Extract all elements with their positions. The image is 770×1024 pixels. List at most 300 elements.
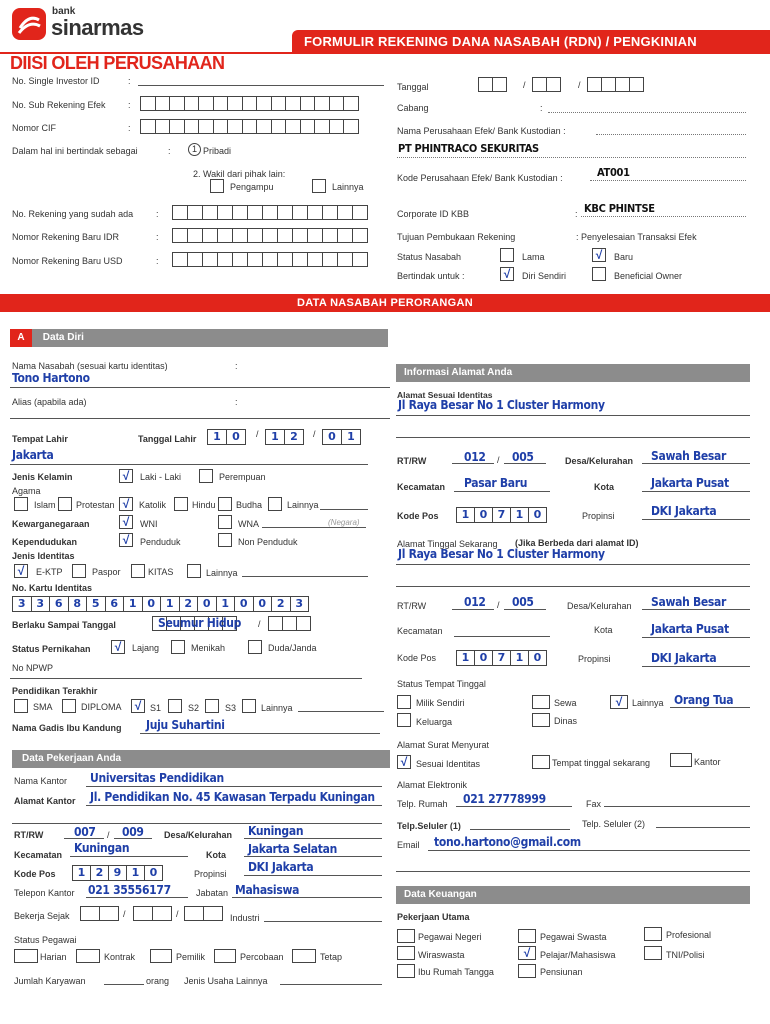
rw2-value[interactable]: 005 bbox=[512, 595, 534, 609]
kel-kantor-value[interactable]: Kuningan bbox=[248, 824, 304, 838]
tinggal-value[interactable]: Jl Raya Besar No 1 Cluster Harmony bbox=[398, 547, 605, 561]
s1-checkbox[interactable]: √ bbox=[131, 699, 145, 713]
dinas-label: Dinas bbox=[554, 716, 578, 726]
rt-kantor-value[interactable]: 007 bbox=[74, 825, 96, 839]
digit-box[interactable]: 0 bbox=[528, 650, 547, 666]
percobaan-label: Percobaan bbox=[240, 952, 284, 962]
ektp-checkbox[interactable]: √ bbox=[14, 564, 28, 578]
digit-box[interactable] bbox=[352, 252, 368, 267]
no-kartu-boxes[interactable] bbox=[12, 596, 308, 612]
tgl-lahir-mm[interactable] bbox=[265, 429, 303, 445]
seluler1-line[interactable] bbox=[470, 829, 570, 830]
jk-label: Jenis Kelamin bbox=[12, 472, 73, 482]
prov-label: Propinsi bbox=[582, 511, 615, 521]
cif-boxes[interactable] bbox=[140, 119, 358, 134]
subrek-label: No. Sub Rekening Efek bbox=[12, 100, 106, 110]
prov2-line bbox=[642, 666, 750, 667]
sesuai-line bbox=[396, 415, 750, 416]
dinas-checkbox[interactable] bbox=[532, 713, 550, 727]
rt-line bbox=[452, 463, 494, 464]
seluler2-line[interactable] bbox=[656, 827, 750, 828]
orang-label: orang bbox=[146, 976, 170, 986]
email-value[interactable]: tono.hartono@gmail.com bbox=[434, 835, 581, 849]
digit-box[interactable] bbox=[256, 96, 272, 111]
wakil-label: 2. Wakil dari pihak lain: bbox=[193, 169, 286, 179]
wna-checkbox[interactable] bbox=[218, 515, 232, 529]
wni-checkbox[interactable]: √ bbox=[119, 515, 133, 529]
digit-box[interactable] bbox=[242, 119, 258, 134]
email-line-2 bbox=[396, 871, 750, 872]
kbb-field bbox=[581, 216, 746, 217]
katolik-checkbox[interactable]: √ bbox=[119, 497, 133, 511]
rw-kantor-value[interactable]: 009 bbox=[122, 825, 144, 839]
digit-box[interactable] bbox=[217, 228, 233, 243]
kantor-value[interactable]: Universitas Pendidikan bbox=[90, 771, 224, 785]
kbb-value[interactable]: KBC PHINTSE bbox=[584, 202, 655, 215]
digit-box[interactable]: 1 bbox=[510, 650, 529, 666]
status-tinggal-label: Status Tempat Tinggal bbox=[397, 679, 486, 689]
digit-box[interactable] bbox=[343, 119, 359, 134]
digit-box[interactable] bbox=[232, 228, 248, 243]
section-title: DATA NASABAH PERORANGAN bbox=[0, 294, 770, 312]
tgl-lahir-yy[interactable] bbox=[322, 429, 360, 445]
digit-box[interactable] bbox=[198, 119, 214, 134]
tgl-lahir-dd[interactable] bbox=[207, 429, 245, 445]
kantor-label: Nama Kantor bbox=[14, 776, 68, 786]
diri-sendiri-checkbox[interactable]: √ bbox=[500, 267, 514, 281]
tanggal-yy[interactable] bbox=[587, 77, 643, 92]
pelajar-label: Pelajar/Mahasiswa bbox=[540, 950, 616, 960]
rt2-value[interactable]: 012 bbox=[464, 595, 486, 609]
kec2-line[interactable] bbox=[454, 636, 550, 637]
sesuai-id-checkbox[interactable]: √ bbox=[397, 755, 411, 769]
digit-box[interactable]: 1 bbox=[123, 596, 143, 612]
milik-checkbox[interactable] bbox=[397, 695, 411, 709]
colon: : bbox=[168, 146, 171, 156]
pensiunan-checkbox[interactable] bbox=[518, 964, 536, 978]
digit-box[interactable] bbox=[271, 96, 287, 111]
digit-box[interactable] bbox=[262, 252, 278, 267]
digit-box[interactable]: 1 bbox=[341, 429, 361, 445]
tanggal-mm[interactable] bbox=[532, 77, 560, 92]
pegawai-negeri-checkbox[interactable] bbox=[397, 929, 415, 943]
alamat-kantor-value[interactable]: Jl. Pendidikan No. 45 Kawasan Terpadu Kuningan bbox=[90, 790, 375, 804]
tempat-lahir-line bbox=[10, 464, 368, 465]
digit-box[interactable] bbox=[184, 119, 200, 134]
usaha-line[interactable] bbox=[280, 984, 382, 985]
jabatan-line bbox=[232, 897, 382, 898]
kantor-surat-label: Kantor bbox=[694, 757, 721, 767]
digit-box[interactable]: 1 bbox=[510, 507, 529, 523]
harian-checkbox[interactable] bbox=[14, 949, 38, 963]
sma-checkbox[interactable] bbox=[14, 699, 28, 713]
digit-box[interactable] bbox=[337, 252, 353, 267]
digit-box[interactable] bbox=[213, 119, 229, 134]
digit-box[interactable] bbox=[307, 205, 323, 220]
digit-box[interactable]: 5 bbox=[86, 596, 106, 612]
diploma-label: DIPLOMA bbox=[81, 702, 122, 712]
subtitle: DIISI OLEH PERUSAHAAN bbox=[10, 53, 225, 73]
digit-box[interactable]: 6 bbox=[49, 596, 69, 612]
digit-box[interactable] bbox=[292, 228, 308, 243]
kontrak-checkbox[interactable] bbox=[76, 949, 100, 963]
digit-box[interactable] bbox=[213, 96, 229, 111]
pemilik-label: Pemilik bbox=[176, 952, 206, 962]
colon: : bbox=[540, 103, 543, 113]
lainnya-id-label: Lainnya bbox=[206, 568, 238, 578]
digit-box[interactable] bbox=[277, 252, 293, 267]
kependudukan-label: Kependudukan bbox=[12, 537, 78, 547]
digit-box[interactable]: 0 bbox=[144, 865, 163, 881]
digit-box[interactable] bbox=[202, 205, 218, 220]
pekerjaan-header bbox=[12, 750, 390, 768]
kodepos2-boxes[interactable] bbox=[456, 650, 546, 666]
lajang-checkbox[interactable]: √ bbox=[111, 640, 125, 654]
digit-box[interactable] bbox=[169, 96, 185, 111]
digit-box[interactable] bbox=[329, 119, 345, 134]
sejak-dd[interactable] bbox=[184, 906, 222, 921]
subrek-boxes[interactable] bbox=[140, 96, 358, 111]
usd-boxes[interactable] bbox=[172, 252, 367, 267]
kec-value[interactable]: Pasar Baru bbox=[464, 476, 528, 490]
digit-box[interactable] bbox=[172, 252, 188, 267]
prov-kantor-value[interactable]: DKI Jakarta bbox=[248, 860, 314, 874]
digit-box[interactable]: 2 bbox=[284, 429, 304, 445]
digit-box[interactable] bbox=[232, 205, 248, 220]
lainnya-tinggal-checkbox[interactable]: √ bbox=[610, 695, 628, 709]
kodepos-boxes[interactable] bbox=[456, 507, 546, 523]
rtrw2-label: RT/RW bbox=[397, 601, 427, 611]
digit-box[interactable] bbox=[242, 96, 258, 111]
digit-box[interactable]: 1 bbox=[207, 429, 227, 445]
seluler2-label: Telp. Seluler (2) bbox=[582, 819, 646, 829]
tetap-checkbox[interactable] bbox=[292, 949, 316, 963]
fax-line[interactable] bbox=[604, 806, 750, 807]
kota-label: Kota bbox=[594, 482, 614, 492]
negara-label: (Negara) bbox=[328, 518, 360, 527]
digit-box[interactable]: 2 bbox=[179, 596, 199, 612]
prov2-value[interactable]: DKI Jakarta bbox=[651, 651, 717, 665]
lama-checkbox[interactable] bbox=[500, 248, 514, 262]
digit-box[interactable] bbox=[202, 252, 218, 267]
surat-label: Alamat Surat Menyurat bbox=[397, 740, 490, 750]
lainnya-tinggal-line bbox=[670, 707, 750, 708]
kota-kantor-label: Kota bbox=[206, 850, 226, 860]
digit-box[interactable] bbox=[187, 228, 203, 243]
tempat-lahir-label: Tempat Lahir bbox=[12, 434, 68, 444]
digit-box[interactable] bbox=[352, 228, 368, 243]
digit-box[interactable] bbox=[187, 205, 203, 220]
tinggal-line bbox=[396, 564, 750, 565]
ibu-value[interactable]: Juju Suhartini bbox=[146, 718, 225, 732]
digit-box[interactable]: 7 bbox=[492, 650, 511, 666]
non-penduduk-checkbox[interactable] bbox=[218, 533, 232, 547]
digit-box[interactable] bbox=[343, 96, 359, 111]
kel-value[interactable]: Sawah Besar bbox=[651, 449, 727, 463]
budha-checkbox[interactable] bbox=[218, 497, 232, 511]
kec-kantor-label: Kecamatan bbox=[14, 850, 63, 860]
berlaku-year-boxes[interactable] bbox=[268, 616, 310, 631]
digit-box[interactable]: 1 bbox=[126, 865, 145, 881]
logo-top-text: bank bbox=[52, 6, 76, 17]
slash: / bbox=[176, 909, 179, 919]
digit-box[interactable]: 3 bbox=[12, 596, 32, 612]
jumlah-line[interactable] bbox=[104, 984, 144, 985]
agama-label: Agama bbox=[12, 486, 41, 496]
digit-box[interactable] bbox=[307, 228, 323, 243]
digit-box[interactable] bbox=[292, 205, 308, 220]
tanggal-dd[interactable] bbox=[478, 77, 506, 92]
digit-box[interactable] bbox=[247, 252, 263, 267]
rw-value[interactable]: 005 bbox=[512, 450, 534, 464]
lainnya-id-line[interactable] bbox=[242, 576, 368, 577]
cabang-field[interactable] bbox=[548, 112, 746, 113]
rt-value[interactable]: 012 bbox=[464, 450, 486, 464]
digit-box[interactable]: 0 bbox=[528, 507, 547, 523]
digit-box[interactable] bbox=[155, 96, 171, 111]
digit-box[interactable]: 6 bbox=[105, 596, 125, 612]
baru-checkbox[interactable]: √ bbox=[592, 248, 606, 262]
non-penduduk-label: Non Penduduk bbox=[238, 537, 298, 547]
digit-box[interactable] bbox=[337, 205, 353, 220]
kodepos-label: Kode Pos bbox=[397, 511, 439, 521]
digit-box[interactable]: 1 bbox=[72, 865, 91, 881]
digit-box[interactable]: 0 bbox=[142, 596, 162, 612]
sma-label: SMA bbox=[33, 702, 53, 712]
s3-checkbox[interactable] bbox=[205, 699, 219, 713]
slash: / bbox=[313, 429, 316, 439]
percobaan-checkbox[interactable] bbox=[214, 949, 236, 963]
digit-box[interactable] bbox=[285, 96, 301, 111]
digit-box[interactable] bbox=[329, 96, 345, 111]
pengampu-checkbox[interactable] bbox=[210, 179, 224, 193]
jabatan-value[interactable]: Mahasiswa bbox=[235, 883, 300, 897]
rw-kantor-line bbox=[114, 838, 152, 839]
nama-line bbox=[10, 387, 390, 388]
digit-box[interactable] bbox=[227, 119, 243, 134]
berlaku-label: Berlaku Sampai Tanggal bbox=[12, 620, 116, 630]
telp-kantor-value[interactable]: 021 35556177 bbox=[88, 883, 171, 897]
kel2-line bbox=[642, 609, 750, 610]
digit-box[interactable]: 0 bbox=[474, 650, 493, 666]
tempat-lahir-value[interactable]: Jakarta bbox=[12, 448, 54, 462]
wiraswasta-checkbox[interactable] bbox=[397, 946, 415, 960]
digit-box[interactable] bbox=[262, 228, 278, 243]
digit-box[interactable]: 0 bbox=[197, 596, 217, 612]
slash: / bbox=[497, 600, 500, 610]
duda-checkbox[interactable] bbox=[248, 640, 262, 654]
negara-line[interactable] bbox=[262, 527, 366, 528]
hindu-checkbox[interactable] bbox=[174, 497, 188, 511]
agama-lainnya-line[interactable] bbox=[320, 509, 368, 510]
digit-box[interactable]: 0 bbox=[226, 429, 246, 445]
telp-rumah-value[interactable]: 021 27778999 bbox=[463, 792, 546, 806]
islam-checkbox[interactable] bbox=[14, 497, 28, 511]
digit-box[interactable]: 2 bbox=[90, 865, 109, 881]
digit-box[interactable] bbox=[172, 228, 188, 243]
digit-box[interactable]: 1 bbox=[160, 596, 180, 612]
digit-box[interactable] bbox=[227, 96, 243, 111]
digit-box[interactable] bbox=[256, 119, 272, 134]
lainnya-pend-line[interactable] bbox=[298, 711, 384, 712]
digit-box[interactable]: 2 bbox=[271, 596, 291, 612]
kodepos-kantor-boxes[interactable] bbox=[72, 865, 162, 881]
telp-rumah-line bbox=[456, 806, 572, 807]
sejak-mm[interactable] bbox=[80, 906, 118, 921]
kel-kantor-line bbox=[244, 838, 382, 839]
digit-box[interactable] bbox=[217, 252, 233, 267]
digit-box[interactable] bbox=[140, 119, 156, 134]
kota2-value[interactable]: Jakarta Pusat bbox=[651, 622, 729, 636]
digit-box[interactable] bbox=[198, 96, 214, 111]
kota-kantor-line bbox=[244, 856, 382, 857]
kantor-surat-checkbox[interactable] bbox=[670, 753, 692, 767]
pengampu-label: Pengampu bbox=[230, 182, 274, 192]
laki-checkbox[interactable]: √ bbox=[119, 469, 133, 483]
pegawai-swasta-checkbox[interactable] bbox=[518, 929, 536, 943]
beneficial-checkbox[interactable] bbox=[592, 267, 606, 281]
penduduk-checkbox[interactable]: √ bbox=[119, 533, 133, 547]
keluarga-checkbox[interactable] bbox=[397, 713, 411, 727]
digit-box[interactable] bbox=[247, 228, 263, 243]
digit-box[interactable] bbox=[277, 205, 293, 220]
sejak-yy[interactable] bbox=[133, 906, 171, 921]
digit-box[interactable] bbox=[140, 96, 156, 111]
digit-box[interactable]: 1 bbox=[265, 429, 285, 445]
digit-box[interactable] bbox=[352, 205, 368, 220]
pribadi-radio[interactable]: 1 bbox=[188, 143, 201, 156]
tempat-skr-checkbox[interactable] bbox=[532, 755, 550, 769]
irt-checkbox[interactable] bbox=[397, 964, 415, 978]
industri-line[interactable] bbox=[264, 921, 382, 922]
colon: : bbox=[235, 397, 238, 407]
colon: : bbox=[235, 361, 238, 371]
npwp-line[interactable] bbox=[10, 678, 362, 679]
ektp-label: E-KTP bbox=[36, 567, 63, 577]
industri-label: Industri bbox=[230, 913, 260, 923]
digit-box[interactable]: 3 bbox=[290, 596, 310, 612]
nama-pe-value[interactable]: PT PHINTRACO SEKURITAS bbox=[398, 142, 539, 155]
norek-boxes[interactable] bbox=[172, 205, 367, 220]
digit-box[interactable] bbox=[292, 252, 308, 267]
protestan-label: Protestan bbox=[76, 500, 115, 510]
profesional-label: Profesional bbox=[666, 930, 712, 940]
digit-box[interactable] bbox=[184, 96, 200, 111]
kota-value[interactable]: Jakarta Pusat bbox=[651, 476, 729, 490]
lainnya-agama-checkbox[interactable] bbox=[268, 497, 282, 511]
sejak-label: Bekerja Sejak bbox=[14, 911, 70, 921]
digit-box[interactable]: 3 bbox=[31, 596, 51, 612]
digit-box[interactable] bbox=[285, 119, 301, 134]
digit-box[interactable]: 8 bbox=[68, 596, 88, 612]
berlaku-value[interactable]: Seumur Hidup bbox=[158, 616, 242, 630]
digit-box[interactable] bbox=[300, 96, 316, 111]
s2-checkbox[interactable] bbox=[168, 699, 182, 713]
digit-box[interactable] bbox=[217, 205, 233, 220]
digit-box[interactable]: 0 bbox=[253, 596, 273, 612]
digit-box[interactable]: 7 bbox=[492, 507, 511, 523]
digit-box[interactable] bbox=[155, 119, 171, 134]
tni-checkbox[interactable] bbox=[644, 946, 662, 960]
digit-box[interactable]: 1 bbox=[216, 596, 236, 612]
digit-box[interactable] bbox=[322, 228, 338, 243]
kec-kantor-value[interactable]: Kuningan bbox=[74, 841, 130, 855]
idr-boxes[interactable] bbox=[172, 228, 367, 243]
digit-box[interactable] bbox=[187, 252, 203, 267]
digit-box[interactable] bbox=[169, 119, 185, 134]
s2-label: S2 bbox=[188, 703, 200, 713]
kode-pe-value[interactable]: AT001 bbox=[597, 166, 630, 179]
rtrw-kantor-label: RT/RW bbox=[14, 830, 44, 840]
digit-box[interactable] bbox=[300, 119, 316, 134]
kota-kantor-value[interactable]: Jakarta Selatan bbox=[248, 842, 337, 856]
digit-box[interactable]: 1 bbox=[456, 650, 475, 666]
lainnya-tinggal-value[interactable]: Orang Tua bbox=[674, 693, 734, 707]
lainnya-agama-label: Lainnya bbox=[287, 500, 319, 510]
digit-box[interactable] bbox=[271, 119, 287, 134]
norek-label: No. Rekening yang sudah ada bbox=[12, 209, 134, 219]
kitas-checkbox[interactable] bbox=[131, 564, 145, 578]
prov-value[interactable]: DKI Jakarta bbox=[651, 504, 717, 518]
digit-box[interactable] bbox=[247, 205, 263, 220]
digit-box[interactable] bbox=[314, 119, 330, 134]
digit-box[interactable] bbox=[202, 228, 218, 243]
alias-line[interactable] bbox=[10, 418, 390, 419]
digit-box[interactable] bbox=[172, 205, 188, 220]
digit-box[interactable] bbox=[262, 205, 278, 220]
profesional-checkbox[interactable] bbox=[644, 927, 662, 941]
paspor-checkbox[interactable] bbox=[72, 564, 86, 578]
tujuan-label: Tujuan Pembukaan Rekening bbox=[397, 232, 516, 242]
sewa-checkbox[interactable] bbox=[532, 695, 550, 709]
digit-box[interactable] bbox=[307, 252, 323, 267]
slash: / bbox=[123, 909, 126, 919]
digit-box[interactable]: 0 bbox=[322, 429, 342, 445]
digit-box[interactable] bbox=[322, 252, 338, 267]
digit-box[interactable] bbox=[322, 205, 338, 220]
digit-box[interactable]: 1 bbox=[456, 507, 475, 523]
ibu-line bbox=[140, 733, 380, 734]
penduduk-label: Penduduk bbox=[140, 537, 181, 547]
kel2-value[interactable]: Sawah Besar bbox=[651, 595, 727, 609]
digit-box[interactable] bbox=[337, 228, 353, 243]
digit-box[interactable]: 0 bbox=[474, 507, 493, 523]
pemilik-checkbox[interactable] bbox=[150, 949, 172, 963]
digit-box[interactable]: 0 bbox=[234, 596, 254, 612]
lainnya-id-checkbox[interactable] bbox=[187, 564, 201, 578]
lainnya-checkbox[interactable] bbox=[312, 179, 326, 193]
perempuan-checkbox[interactable] bbox=[199, 469, 213, 483]
sesuai-value[interactable]: Jl Raya Besar No 1 Cluster Harmony bbox=[398, 398, 605, 412]
digit-box[interactable]: 9 bbox=[108, 865, 127, 881]
nama-value[interactable]: Tono Hartono bbox=[12, 371, 90, 385]
menikah-checkbox[interactable] bbox=[171, 640, 185, 654]
harian-label: Harian bbox=[40, 952, 67, 962]
sid-field[interactable] bbox=[138, 85, 384, 86]
kel-kantor-label: Desa/Kelurahan bbox=[164, 830, 233, 840]
status-pegawai-label: Status Pegawai bbox=[14, 935, 77, 945]
digit-box[interactable] bbox=[277, 228, 293, 243]
rt2-line bbox=[452, 609, 494, 610]
diploma-checkbox[interactable] bbox=[62, 699, 76, 713]
pribadi-label: Pribadi bbox=[203, 146, 232, 156]
protestan-checkbox[interactable] bbox=[58, 497, 72, 511]
digit-box[interactable] bbox=[314, 96, 330, 111]
cabang-label: Cabang bbox=[397, 103, 429, 113]
pelajar-checkbox[interactable]: √ bbox=[518, 946, 536, 960]
digit-box[interactable] bbox=[232, 252, 248, 267]
lainnya-pend-checkbox[interactable] bbox=[242, 699, 256, 713]
